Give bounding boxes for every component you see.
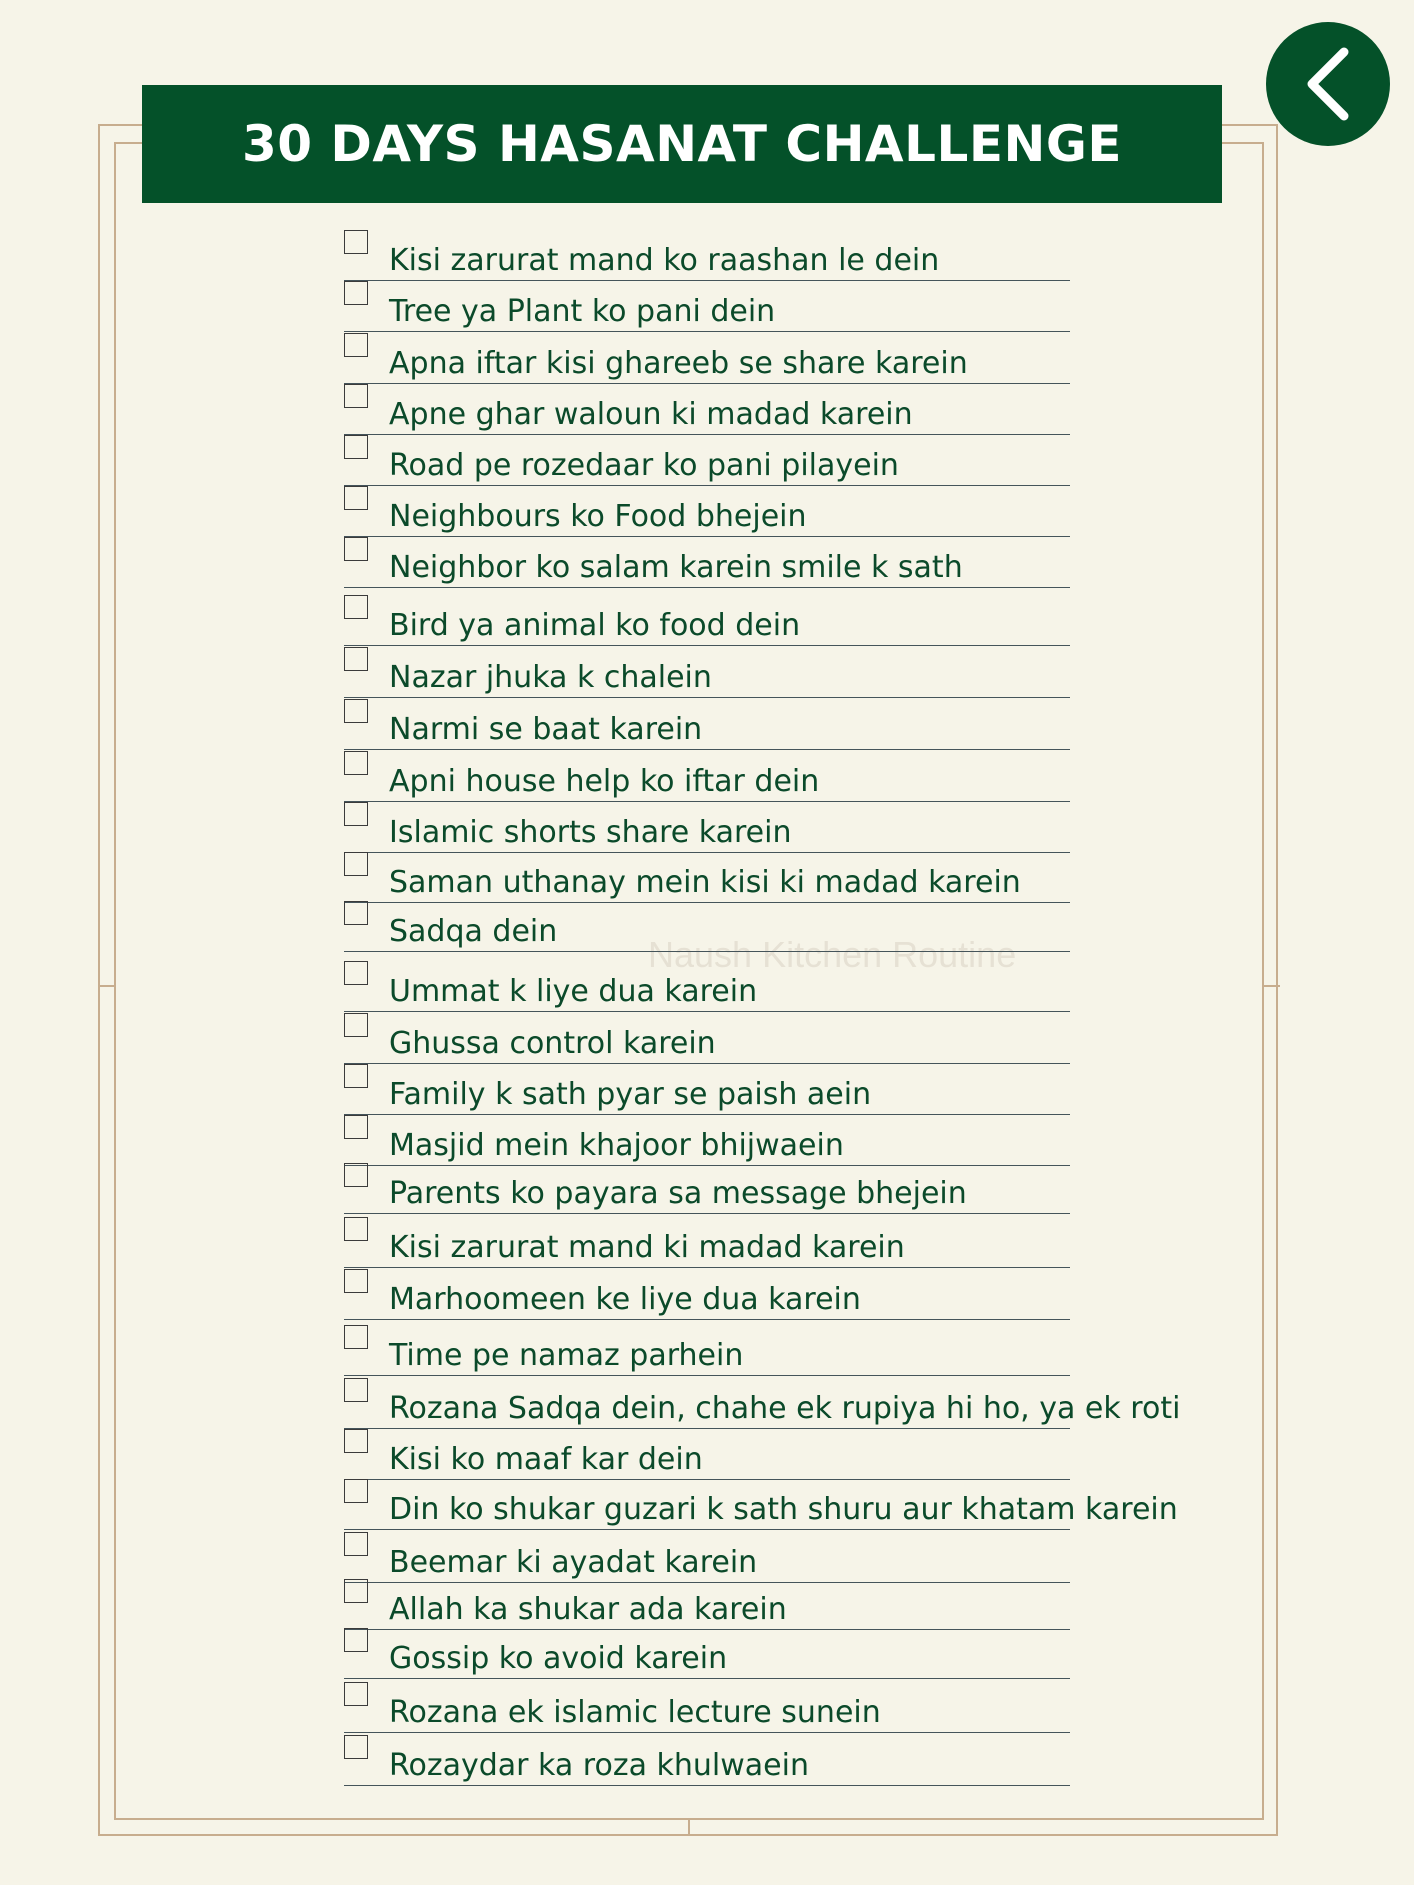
list-item	[344, 1269, 1070, 1320]
task-label: Rozaydar ka roza khulwaein	[389, 1748, 809, 1783]
task-label: Saman uthanay mein kisi ki madad karein	[389, 865, 1021, 900]
task-checkbox[interactable]	[344, 852, 368, 876]
list-item	[344, 1682, 1070, 1733]
task-label: Ghussa control karein	[389, 1026, 716, 1061]
list-item	[344, 435, 1070, 486]
list-item	[344, 230, 1070, 281]
task-label: Masjid mein khajoor bhijwaein	[389, 1128, 844, 1163]
task-label: Apni house help ko iftar dein	[389, 764, 820, 799]
task-checkbox[interactable]	[344, 486, 368, 510]
task-checkbox[interactable]	[344, 1013, 368, 1037]
task-label: Narmi se baat karein	[389, 712, 703, 747]
list-item	[344, 751, 1070, 802]
list-item	[344, 384, 1070, 435]
task-label: Rozana ek islamic lecture sunein	[389, 1695, 881, 1730]
task-checkbox[interactable]	[344, 1429, 368, 1453]
task-checkbox[interactable]	[344, 1269, 368, 1293]
task-checkbox[interactable]	[344, 1579, 368, 1603]
task-label: Neighbours ko Food bhejein	[389, 499, 807, 534]
task-checkbox[interactable]	[344, 802, 368, 826]
task-checkbox[interactable]	[344, 537, 368, 561]
task-checkbox[interactable]	[344, 1378, 368, 1402]
task-checkbox[interactable]	[344, 1163, 368, 1187]
watermark: Naush Kitchen Routine	[648, 934, 1017, 975]
list-item	[344, 802, 1070, 853]
task-checkbox[interactable]	[344, 1682, 368, 1706]
task-checkbox[interactable]	[344, 901, 368, 925]
task-checkbox[interactable]	[344, 230, 368, 254]
task-checkbox[interactable]	[344, 333, 368, 357]
list-item	[344, 333, 1070, 384]
task-label: Apne ghar waloun ki madad karein	[389, 397, 913, 432]
task-label: Road pe rozedaar ko pani pilayein	[389, 448, 899, 483]
task-checkbox[interactable]	[344, 281, 368, 305]
task-checkbox[interactable]	[344, 1325, 368, 1349]
list-item	[344, 1479, 1178, 1530]
list-item	[344, 1115, 1070, 1166]
task-checkbox[interactable]	[344, 699, 368, 723]
task-checkbox[interactable]	[344, 1064, 368, 1088]
task-label: Sadqa dein	[389, 914, 558, 949]
list-item	[344, 1013, 1070, 1064]
task-checkbox[interactable]	[344, 1217, 368, 1241]
task-checkbox[interactable]	[344, 1115, 368, 1139]
task-label: Tree ya Plant ko pani dein	[389, 294, 776, 329]
task-label: Parents ko payara sa message bhejein	[389, 1176, 967, 1211]
list-item	[344, 537, 1070, 588]
task-label: Time pe namaz parhein	[389, 1338, 744, 1373]
task-label: Din ko shukar guzari k sath shuru aur khatam karein	[389, 1492, 1178, 1527]
task-checkbox[interactable]	[344, 384, 368, 408]
list-item	[344, 1064, 1070, 1115]
task-label: Ummat k liye dua karein	[389, 974, 758, 1009]
list-item	[344, 1429, 1070, 1480]
list-item	[344, 1163, 1070, 1214]
task-label: Beemar ki ayadat karein	[389, 1545, 758, 1580]
task-checkbox[interactable]	[344, 435, 368, 459]
task-checkbox[interactable]	[344, 1628, 368, 1652]
task-label: Kisi ko maaf kar dein	[389, 1442, 703, 1477]
list-item	[344, 852, 1070, 903]
list-item	[344, 486, 1070, 537]
task-checkbox[interactable]	[344, 1532, 368, 1556]
task-label: Marhoomeen ke liye dua karein	[389, 1282, 861, 1317]
list-item	[344, 901, 1070, 952]
task-label: Nazar jhuka k chalein	[389, 660, 712, 695]
list-item	[344, 1532, 1070, 1583]
task-label: Kisi zarurat mand ki madad karein	[389, 1230, 905, 1265]
page-title: 30 DAYS HASANAT CHALLENGE	[241, 115, 1123, 173]
task-label: Rozana Sadqa dein, chahe ek rupiya hi ho, ya ek roti	[389, 1391, 1181, 1426]
task-label: Neighbor ko salam karein smile k sath	[389, 550, 963, 585]
task-checkbox[interactable]	[344, 1735, 368, 1759]
task-label: Allah ka shukar ada karein	[389, 1592, 787, 1627]
task-label: Bird ya animal ko food dein	[389, 608, 801, 643]
task-label: Family k sath pyar se paish aein	[389, 1077, 872, 1112]
task-checkbox[interactable]	[344, 1479, 368, 1503]
task-checkbox[interactable]	[344, 961, 368, 985]
task-label: Kisi zarurat mand ko raashan le dein	[389, 243, 940, 278]
list-item	[344, 1378, 1181, 1429]
task-checkbox[interactable]	[344, 751, 368, 775]
task-checkbox[interactable]	[344, 647, 368, 671]
list-item	[344, 1325, 1070, 1376]
list-item	[344, 1628, 1070, 1679]
task-checkbox[interactable]	[344, 595, 368, 619]
list-item	[344, 1735, 1070, 1786]
list-item	[344, 281, 1070, 332]
list-item	[344, 1217, 1070, 1268]
list-item	[344, 699, 1070, 750]
list-item	[344, 647, 1070, 698]
list-item	[344, 961, 1070, 1012]
list-item	[344, 595, 1070, 646]
task-label: Apna iftar kisi ghareeb se share karein	[389, 346, 968, 381]
task-label: Islamic shorts share karein	[389, 815, 792, 850]
task-label: Gossip ko avoid karein	[389, 1641, 728, 1676]
list-item	[344, 1579, 1070, 1630]
